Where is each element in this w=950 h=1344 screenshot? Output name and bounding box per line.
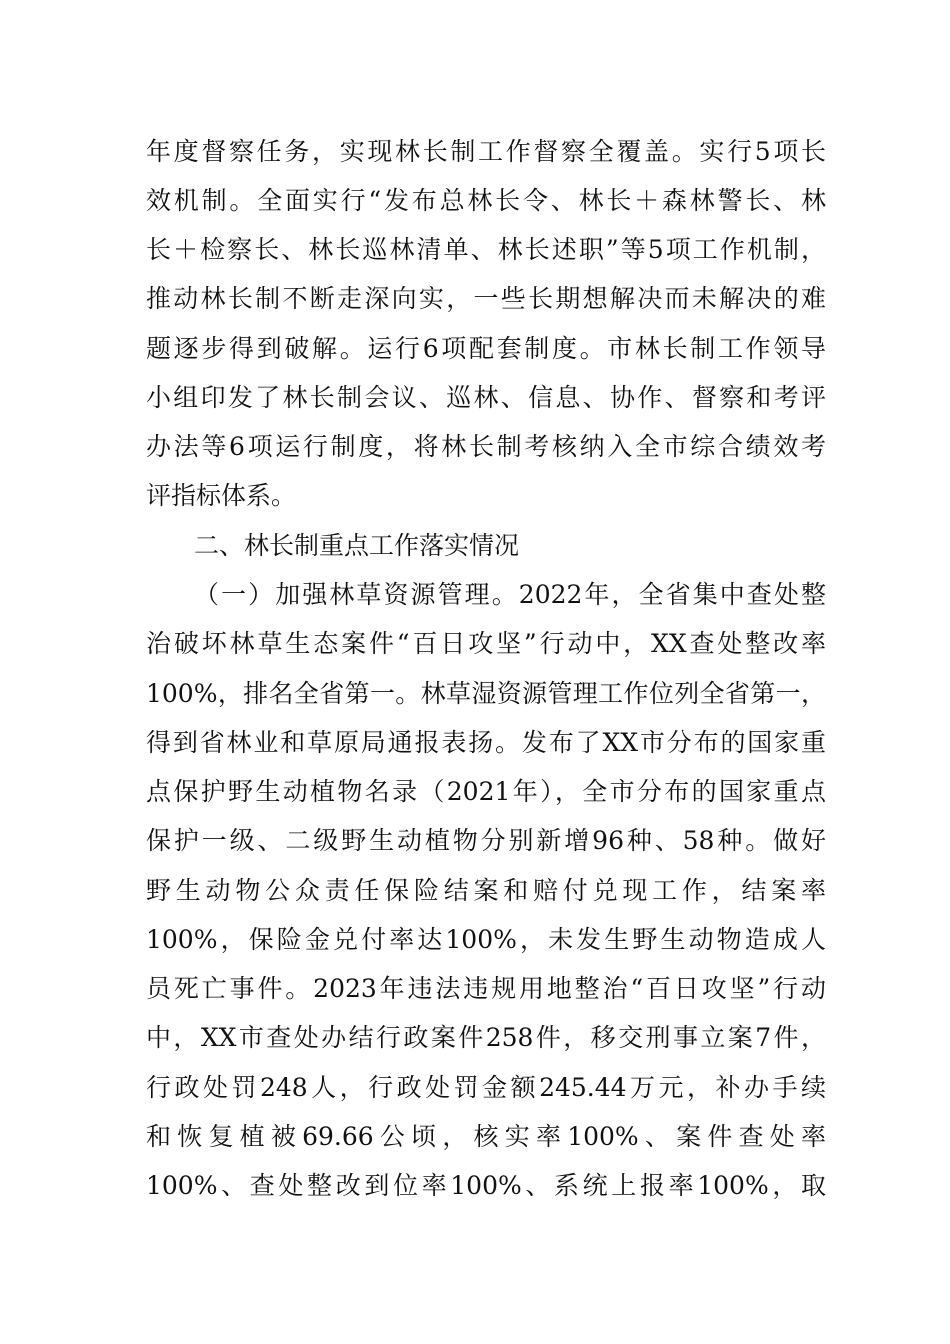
- text-line-20: 行政处罚248人，行政处罚金额245.44万元，补办手续: [146, 1073, 826, 1102]
- text-line-8: 评指标体系。: [146, 481, 297, 510]
- text-line-7: 办法等6项运行制度，将林长制考核纳入全市综合绩效考: [146, 432, 826, 461]
- text-line-19: 中，XX市查处办结行政案件258件，移交刑事立案7件，: [146, 1023, 826, 1052]
- text-line-13: 得到省林业和草原局通报表扬。发布了XX市分布的国家重: [146, 728, 826, 757]
- text-line-15: 保护一级、二级野生动植物分别新增96种、58种。做好: [146, 826, 826, 855]
- text-line-5: 题逐步得到破解。运行6项配套制度。市林长制工作领导: [146, 334, 826, 363]
- text-line-10: （一）加强林草资源管理。2022年，全省集中查处整: [194, 580, 826, 609]
- text-line-2: 效机制。全面实行“发布总林长令、林长＋森林警长、林: [146, 186, 826, 215]
- text-line-4: 推动林长制不断走深向实，一些长期想解决而未解决的难: [146, 284, 826, 313]
- text-line-1: 年度督察任务，实现林长制工作督察全覆盖。实行5项长: [146, 137, 826, 166]
- text-line-21: 和恢复植被69.66公顷，核实率100%、案件查处率: [146, 1122, 826, 1151]
- text-line-11: 治破坏林草生态案件“百日攻坚”行动中，XX查处整改率: [146, 629, 826, 658]
- text-line-14: 点保护野生动植物名录（2021年），全市分布的国家重点: [146, 777, 826, 806]
- text-line-17: 100%，保险金兑付率达100%，未发生野生动物造成人: [146, 925, 826, 954]
- text-line-16: 野生动物公众责任保险结案和赔付兑现工作，结案率: [146, 876, 826, 905]
- text-line-12: 100%，排名全省第一。林草湿资源管理工作位列全省第一，: [146, 679, 826, 708]
- text-line-6: 小组印发了林长制会议、巡林、信息、协作、督察和考评: [146, 383, 826, 412]
- section-heading: 二、林长制重点工作落实情况: [194, 531, 520, 560]
- text-line-18: 员死亡事件。2023年违法违规用地整治“百日攻坚”行动: [146, 974, 826, 1003]
- text-line-3: 长＋检察长、林长巡林清单、林长述职”等5项工作机制，: [146, 235, 826, 264]
- text-line-22: 100%、查处整改到位率100%、系统上报率100%，取: [146, 1171, 826, 1200]
